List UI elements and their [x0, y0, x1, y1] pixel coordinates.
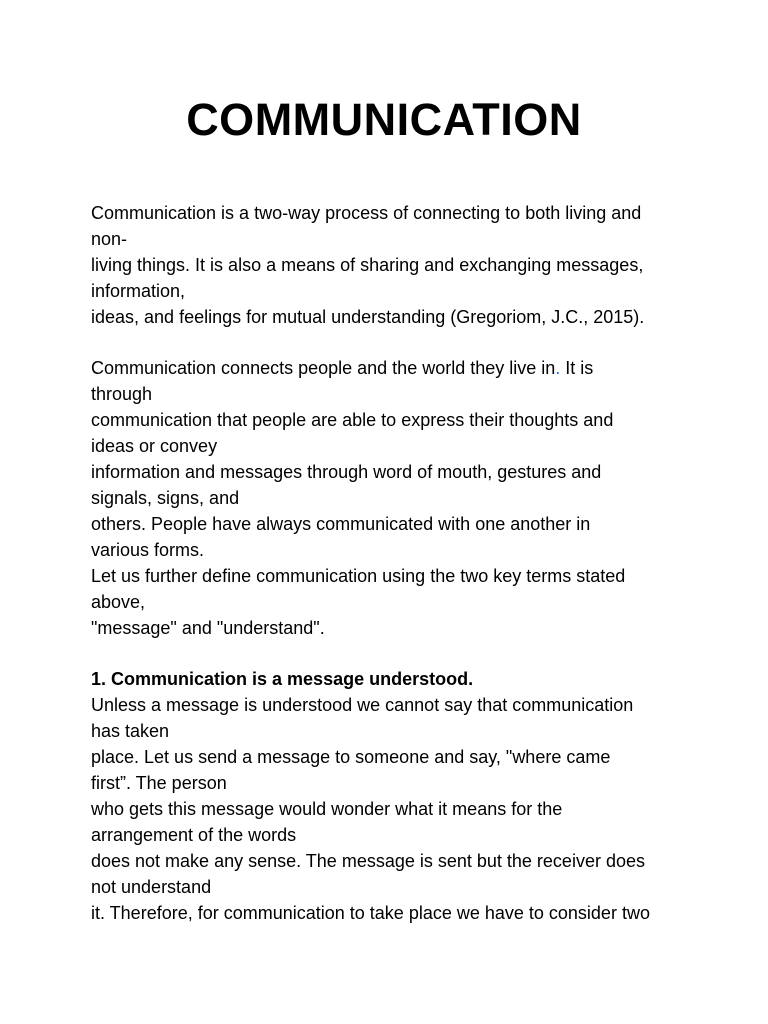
paragraph-2-line: through [91, 384, 153, 404]
paragraph-2-text: Communication connects people and the world they live in [91, 358, 556, 378]
paragraph-2-line: above, [91, 592, 146, 612]
section-1-line: it. Therefore, for communication to take place we have to consider two [91, 903, 650, 923]
document-title: COMMUNICATION [186, 94, 582, 145]
paragraph-2-line: others. People have always communicated with one another in [91, 514, 591, 534]
section-1-line: who gets this message would wonder what it means for the [91, 799, 563, 819]
section-1-line: does not make any sense. The message is sent but the receiver does [91, 851, 645, 871]
paragraph-2-line: "message" and "understand". [91, 618, 325, 638]
section-1-line: Unless a message is understood we cannot say that communication [91, 695, 634, 715]
paragraph-2-line: ideas or convey [91, 436, 218, 456]
paragraph-2-line: various forms. [91, 540, 205, 560]
section-1-line: has taken [91, 721, 170, 741]
section-1-line: place. Let us send a message to someone and say, "where came [91, 747, 611, 767]
section-1-line: arrangement of the words [91, 825, 297, 845]
paragraph-2-line: signals, signs, and [91, 488, 240, 508]
section-1-heading: 1. Communication is a message understood. [91, 669, 474, 689]
paragraph-2-text: It is [560, 358, 594, 378]
paragraph-1-line: living things. It is also a means of sharing and exchanging messages, [91, 255, 644, 275]
paragraph-1-line: Communication is a two-way process of connecting to both living and [91, 203, 642, 223]
paragraph-1-line: non- [91, 229, 128, 249]
paragraph-2-line: Let us further define communication using the two key terms stated [91, 566, 626, 586]
paragraph-1-line: information, [91, 281, 186, 301]
highlight-dot: . [555, 358, 561, 378]
section-1-line: first”. The person [91, 773, 227, 793]
paragraph-2-line: information and messages through word of mouth, gestures and [91, 462, 602, 482]
section-1-line: not understand [91, 877, 212, 897]
paragraph-2-line: communication that people are able to express their thoughts and [91, 410, 614, 430]
paragraph-2-line [91, 355, 593, 381]
paragraph-1-line: ideas, and feelings for mutual understanding (Gregoriom, J.C., 2015). [91, 307, 645, 327]
